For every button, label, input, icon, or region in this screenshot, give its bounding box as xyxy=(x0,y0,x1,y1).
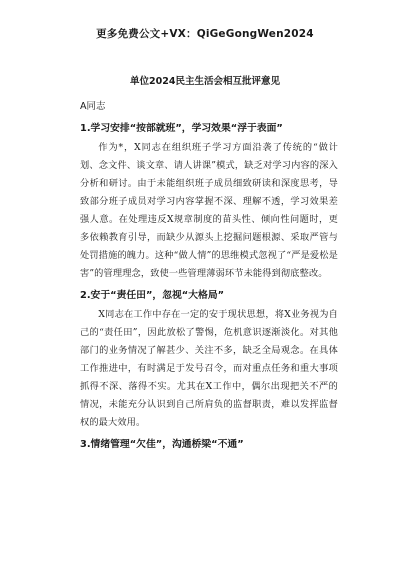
watermark-banner: 更多免费公文+VX：QiGeGongWen2024 xyxy=(96,28,314,40)
section-paragraph-2: X同志在工作中存在一定的安于现状思想，将X业务视为自己的“责任田”，因此放松了警惕，危机意识逐渐淡化。对其他部门的业务情况了解甚少、关注不多，缺乏全局观念。在具体工作推进中，有时满足于发号召令，而对重点任务和重大事项抓得不深、落得不实。尤其在X工作中，偶尔出现把关不严的情况，未能充分认识到自己所肩负的监督职责，难以发挥监督权的最大效用。 xyxy=(80,309,338,428)
section-heading-2: 2.安于“责任田”，忽视“大格局” xyxy=(80,290,225,301)
section-heading-1: 1.学习安排“按部就班”，学习效果“浮于表面” xyxy=(80,123,283,134)
salutation: A同志 xyxy=(80,101,106,112)
section-paragraph-1: 作为*，X同志在组织班子学习方面沿袭了传统的“做计划、念文件、谈文章、请人讲课”模式，缺乏对学习内容的深入分析和研讨。由于未能组织班子成员细致研读和深度思考，导致部分班子成员对学习内容掌握不深、理解不透，学习效果差强人意。在处理违反X规章制度的苗头性、倾向性问题时，更多依赖教育引导，而缺少从源头上挖掘问题根源、采取严管与处罚措施的魄力。这种“做人情”的思维模式忽视了“严是爱松是害”的管理理念，致使一些管理薄弱环节未能得到彻底整改。 xyxy=(80,142,338,279)
document-title: 单位2024民主生活会相互批评意见 xyxy=(130,76,280,87)
section-heading-3: 3.情绪管理“欠佳”，沟通桥梁“不通” xyxy=(80,439,244,450)
document-body xyxy=(80,100,338,455)
